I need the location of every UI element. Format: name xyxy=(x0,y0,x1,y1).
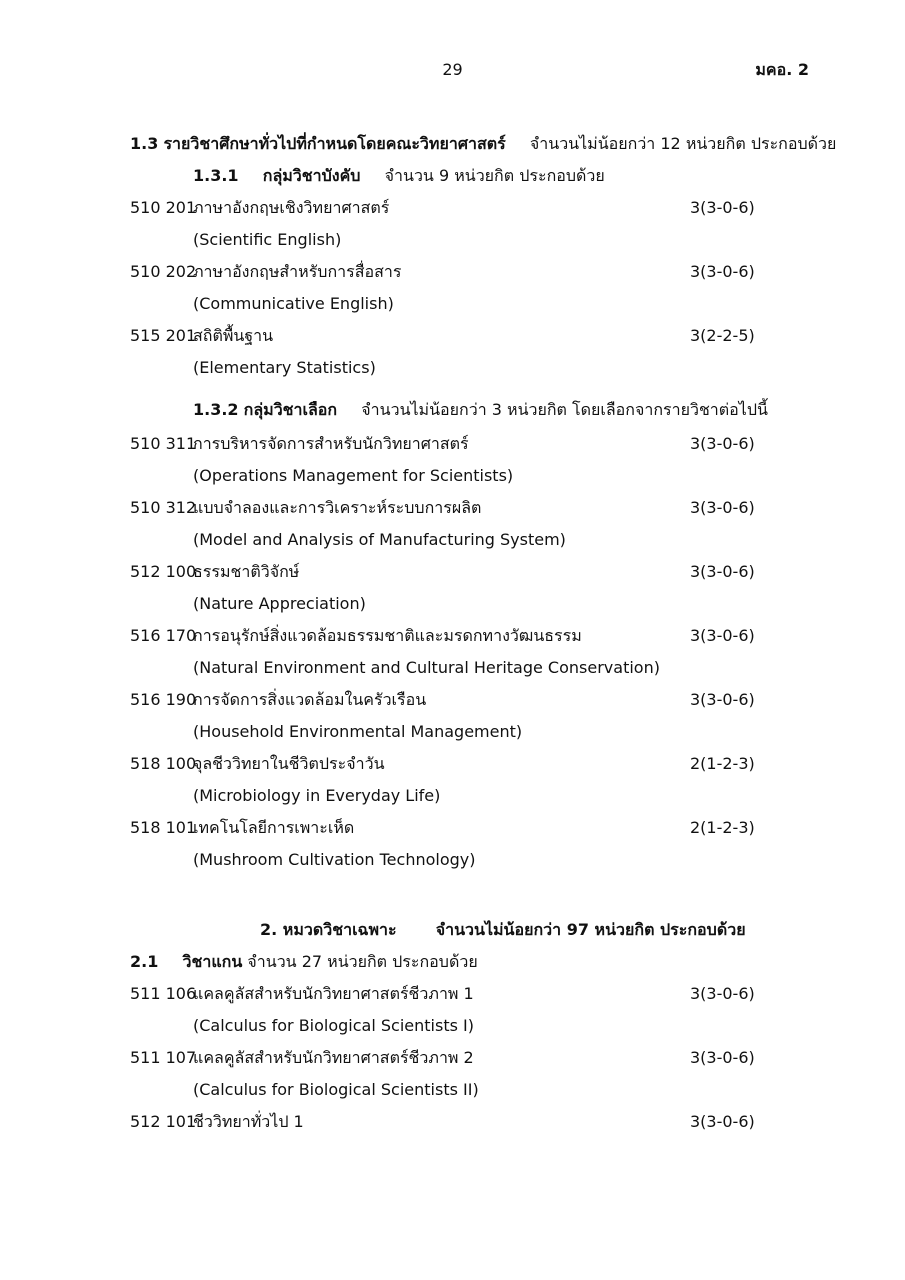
course-title: ภาษาอังกฤษเชิงวิทยาศาสตร์ xyxy=(193,198,390,217)
group-detail: จำนวน 9 หน่วยกิต ประกอบด้วย xyxy=(384,166,605,185)
course-credits: 3(3-0-6) xyxy=(690,1048,755,1067)
course-code: 512 100 xyxy=(130,562,197,581)
course-code: 511 107 xyxy=(130,1048,197,1067)
course-code: 510 311 xyxy=(130,434,197,453)
course-title: ภาษาอังกฤษสำหรับการสื่อสาร xyxy=(193,262,402,281)
course-credits: 2(1-2-3) xyxy=(690,818,755,837)
course-code: 516 190 xyxy=(130,690,197,709)
course-title: ชีววิทยาทั่วไป 1 xyxy=(193,1112,304,1131)
course-english-title: (Household Environmental Management) xyxy=(193,722,523,741)
section-detail: จำนวน 27 หน่วยกิต ประกอบด้วย xyxy=(247,952,478,971)
course-english-title: (Scientific English) xyxy=(193,230,342,249)
course-title: แบบจำลองและการวิเคราะห์ระบบการผลิต xyxy=(193,498,482,517)
course-english-title: (Calculus for Biological Scientists II) xyxy=(193,1080,479,1099)
course-code: 512 101 xyxy=(130,1112,197,1131)
course-english-title: (Elementary Statistics) xyxy=(193,358,376,377)
section-title: วิชาแกน xyxy=(182,952,243,971)
course-code: 516 170 xyxy=(130,626,197,645)
course-credits: 3(3-0-6) xyxy=(690,1112,755,1131)
course-credits: 3(3-0-6) xyxy=(690,498,755,517)
group-title: กลุ่มวิชาบังคับ xyxy=(262,166,361,185)
section-detail: จำนวนไม่น้อยกว่า 12 หน่วยกิต ประกอบด้วย xyxy=(529,134,837,153)
course-english-title: (Mushroom Cultivation Technology) xyxy=(193,850,476,869)
course-title: การอนุรักษ์สิ่งแวดล้อมธรรมชาติและมรดกทางวัฒนธรรม xyxy=(193,626,582,645)
course-code: 518 100 xyxy=(130,754,197,773)
section-number: 2.1 xyxy=(130,952,159,971)
course-code: 518 101 xyxy=(130,818,197,837)
course-english-title: (Operations Management for Scientists) xyxy=(193,466,514,485)
course-english-title: (Natural Environment and Cultural Heritage Conservation) xyxy=(193,658,660,677)
course-title: จุลชีววิทยาในชีวิตประจำวัน xyxy=(193,754,385,773)
course-credits: 3(2-2-5) xyxy=(690,326,755,345)
course-credits: 2(1-2-3) xyxy=(690,754,755,773)
course-code: 510 202 xyxy=(130,262,197,281)
page-number: 29 xyxy=(442,60,463,79)
course-english-title: (Nature Appreciation) xyxy=(193,594,366,613)
course-credits: 3(3-0-6) xyxy=(690,690,755,709)
section-number: 1.3 xyxy=(130,134,159,153)
course-credits: 3(3-0-6) xyxy=(690,984,755,1003)
section-2-heading xyxy=(260,920,746,940)
course-code: 515 201 xyxy=(130,326,197,345)
section-title: รายวิชาศึกษาทั่วไปที่กำหนดโดยคณะวิทยาศาสตร์ xyxy=(163,134,506,153)
course-credits: 3(3-0-6) xyxy=(690,262,755,281)
group-number: 1.3.2 xyxy=(193,400,239,419)
group-1-3-1-heading xyxy=(193,166,605,186)
group-number: 1.3.1 xyxy=(193,166,239,185)
course-english-title: (Calculus for Biological Scientists I) xyxy=(193,1016,474,1035)
group-title: กลุ่มวิชาเลือก xyxy=(243,400,338,419)
course-code: 511 106 xyxy=(130,984,197,1003)
course-credits: 3(3-0-6) xyxy=(690,626,755,645)
course-english-title: (Communicative English) xyxy=(193,294,394,313)
course-title: ธรรมชาติวิจักษ์ xyxy=(193,562,300,581)
group-1-3-2-heading xyxy=(193,400,768,420)
course-english-title: (Microbiology in Everyday Life) xyxy=(193,786,441,805)
course-title: การจัดการสิ่งแวดล้อมในครัวเรือน xyxy=(193,690,427,709)
section-title: 2. หมวดวิชาเฉพาะ xyxy=(260,920,397,939)
section-1-3-heading xyxy=(130,134,836,154)
course-title: แคลคูลัสสำหรับนักวิทยาศาสตร์ชีวภาพ 2 xyxy=(193,1048,474,1067)
course-english-title: (Model and Analysis of Manufacturing System) xyxy=(193,530,566,549)
section-detail: จำนวนไม่น้อยกว่า 97 หน่วยกิต ประกอบด้วย xyxy=(435,920,746,939)
group-detail: จำนวนไม่น้อยกว่า 3 หน่วยกิต โดยเลือกจากรายวิชาต่อไปนี้ xyxy=(361,400,768,419)
course-credits: 3(3-0-6) xyxy=(690,434,755,453)
course-title: เทคโนโลยีการเพาะเห็ด xyxy=(193,818,355,837)
course-code: 510 201 xyxy=(130,198,197,217)
course-credits: 3(3-0-6) xyxy=(690,562,755,581)
document-code: มคอ. 2 xyxy=(755,60,809,79)
section-2-1-heading xyxy=(130,952,478,972)
course-code: 510 312 xyxy=(130,498,197,517)
course-title: แคลคูลัสสำหรับนักวิทยาศาสตร์ชีวภาพ 1 xyxy=(193,984,474,1003)
course-credits: 3(3-0-6) xyxy=(690,198,755,217)
course-title: สถิติพื้นฐาน xyxy=(193,326,274,345)
course-title: การบริหารจัดการสำหรับนักวิทยาศาสตร์ xyxy=(193,434,469,453)
